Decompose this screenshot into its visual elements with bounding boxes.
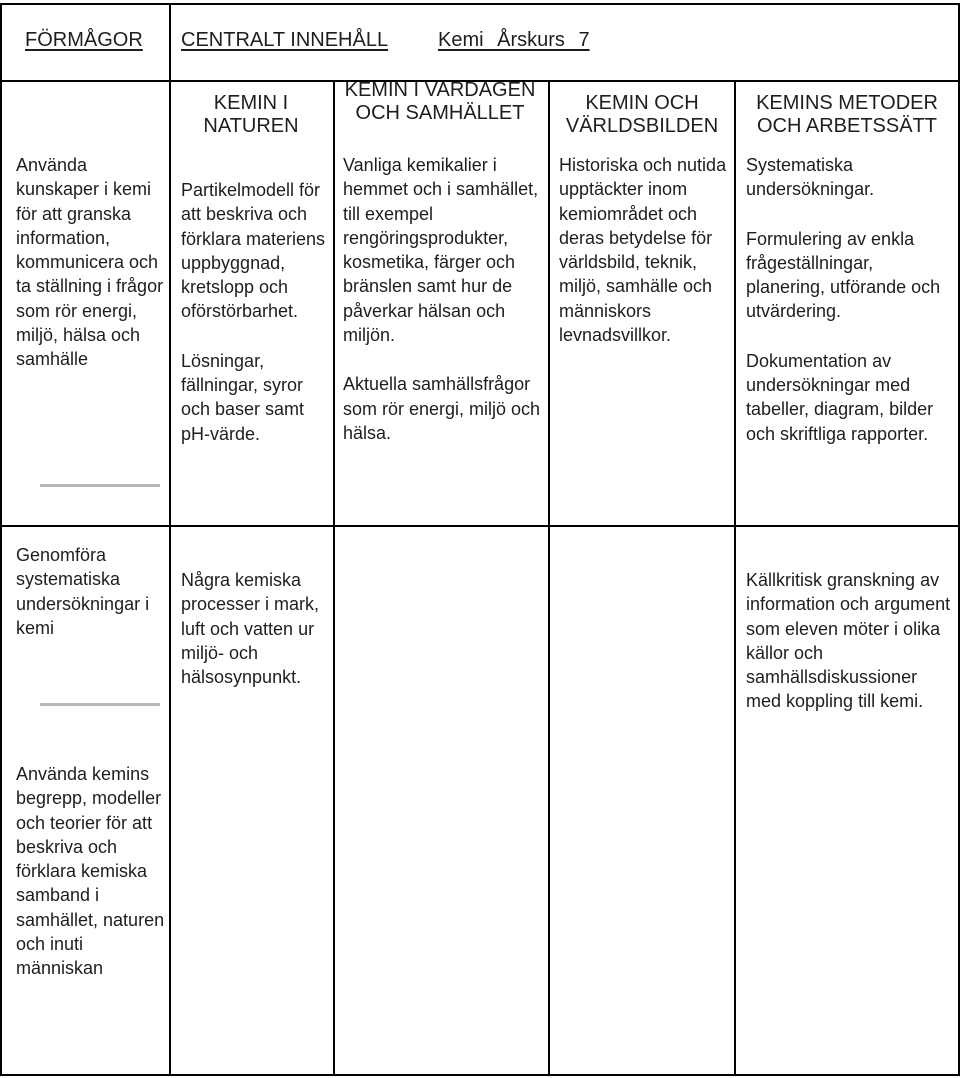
table-border-left [0, 3, 2, 1076]
course-heading: Kemi Årskurs 7 [438, 29, 590, 51]
content-paragraph: Lösningar, fällningar, syror och baser samt pH-värde. [181, 350, 305, 444]
content-paragraph: Källkritisk granskning av information och argument som eleven möter i olika källor och samhällsdiskussioner med koppling till kemi. [746, 570, 951, 712]
content-paragraph: Vanliga kemikalier i hemmet och i samhället, till exempel rengöringsprodukter, kosmetika, färger och bränslen samt hur de påverkar hälsan och miljön. [343, 155, 539, 346]
column-divider-3 [548, 80, 550, 1076]
column-divider-1 [169, 3, 171, 1076]
content-naturen-row1 [181, 178, 331, 446]
column-header-kemin-och-varldsbilden: KEMIN OCH VÄRLDSBILDEN [565, 92, 719, 137]
formaga-granska-information [16, 153, 166, 372]
content-paragraph: Systematiska undersökningar. [746, 155, 875, 200]
content-paragraph: Dokumentation av undersökningar med tabeller, diagram, bilder och skriftliga rapporter. [746, 350, 934, 444]
formaga-text: Använda kunskaper i kemi för att granska information, kommunicera och ta ställning i frågor som rör energi, miljö, hälsa och samhälle [16, 155, 164, 370]
column-header-kemin-i-naturen: KEMIN I NATUREN [203, 92, 299, 137]
content-vardagen-row1 [343, 153, 545, 445]
formaga-text: Använda kemins begrepp, modeller och teorier för att beskriva och förklara kemiska samband i samhället, naturen och inuti människan [16, 764, 165, 979]
content-metoder-row1 [746, 153, 956, 446]
centralt-innehall-heading: CENTRALT INNEHÅLL [181, 29, 389, 51]
formaga-text: Genomföra systematiska undersökningar i kemi [16, 545, 150, 638]
table-border-bottom [0, 1074, 960, 1076]
column-header-kemin-i-vardagen: KEMIN I VARDAGEN OCH SAMHÄLLET [344, 79, 536, 124]
content-paragraph: Några kemiska processer i mark, luft och vatten ur miljö- och hälsosynpunkt. [181, 570, 320, 688]
formaga-anvanda-begrepp [16, 762, 166, 981]
row-divider [0, 525, 960, 527]
column-divider-2 [333, 80, 335, 1076]
column-divider-4 [734, 80, 736, 1076]
formaga-separator [40, 484, 160, 487]
content-varldsbilden-row1 [559, 153, 731, 347]
content-paragraph: Partikelmodell för att beskriva och förklara materiens uppbyggnad, kretslopp och oförstörbarhet. [181, 180, 326, 322]
table-border-top [0, 3, 960, 5]
content-metoder-row2 [746, 568, 956, 714]
content-paragraph: Historiska och nutida upptäckter inom kemiområdet och deras betydelse för världsbild, teknik, miljö, samhälle och människors levnadsvillkor. [559, 155, 727, 346]
content-paragraph: Formulering av enkla frågeställningar, planering, utförande och utvärdering. [746, 228, 941, 322]
content-paragraph: Aktuella samhällsfrågor som rör energi, miljö och hälsa. [343, 374, 541, 443]
content-naturen-row2 [181, 568, 329, 689]
formaga-genomfora-undersokningar [16, 543, 166, 640]
formagor-heading: FÖRMÅGOR [25, 29, 143, 51]
formaga-separator [40, 703, 160, 706]
column-header-kemins-metoder: KEMINS METODER OCH ARBETSSÄTT [756, 92, 938, 137]
